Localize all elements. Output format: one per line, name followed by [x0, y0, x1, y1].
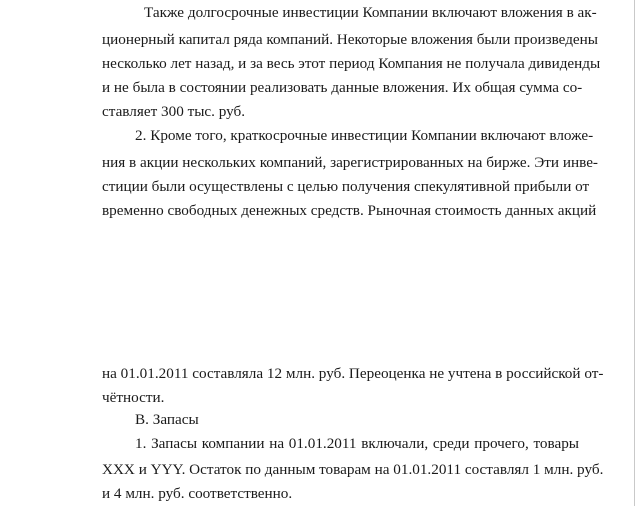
text-line: временно свободных денежных средств. Рыночная стоимость данных акций — [102, 202, 597, 219]
text-line: на 01.01.2011 составляла 12 млн. руб. Переоценка не учтена в российской от- — [102, 365, 604, 382]
text-line: 1. Запасы компании на 01.01.2011 включали, среди прочего, товары — [135, 435, 579, 452]
text-line: чётности. — [102, 389, 165, 406]
text-line: и 4 млн. руб. соответственно. — [102, 485, 293, 502]
text-line: ния в акции нескольких компаний, зарегистрированных на бирже. Эти инве- — [102, 154, 598, 171]
text-line: стиции были осуществлены с целью получения спекулятивной прибыли от — [102, 178, 590, 195]
text-line: XXX и YYY. Остаток по данным товарам на 01.01.2011 составлял 1 млн. руб. — [102, 461, 604, 478]
text-line: ставляет 300 тыс. руб. — [102, 103, 246, 120]
text-line: несколько лет назад, и за весь этот период Компания не получала дивиденды — [102, 55, 601, 72]
text-line: Также долгосрочные инвестиции Компании включают вложения в ак- — [144, 4, 597, 21]
text-line: и не была в состоянии реализовать данные вложения. Их общая сумма со- — [102, 79, 583, 96]
text-line: ционерный капитал ряда компаний. Некоторые вложения были произведены — [102, 31, 599, 48]
text-line: 2. Кроме того, краткосрочные инвестиции Компании включают вложе- — [135, 127, 594, 144]
section-heading: В. Запасы — [135, 411, 199, 428]
